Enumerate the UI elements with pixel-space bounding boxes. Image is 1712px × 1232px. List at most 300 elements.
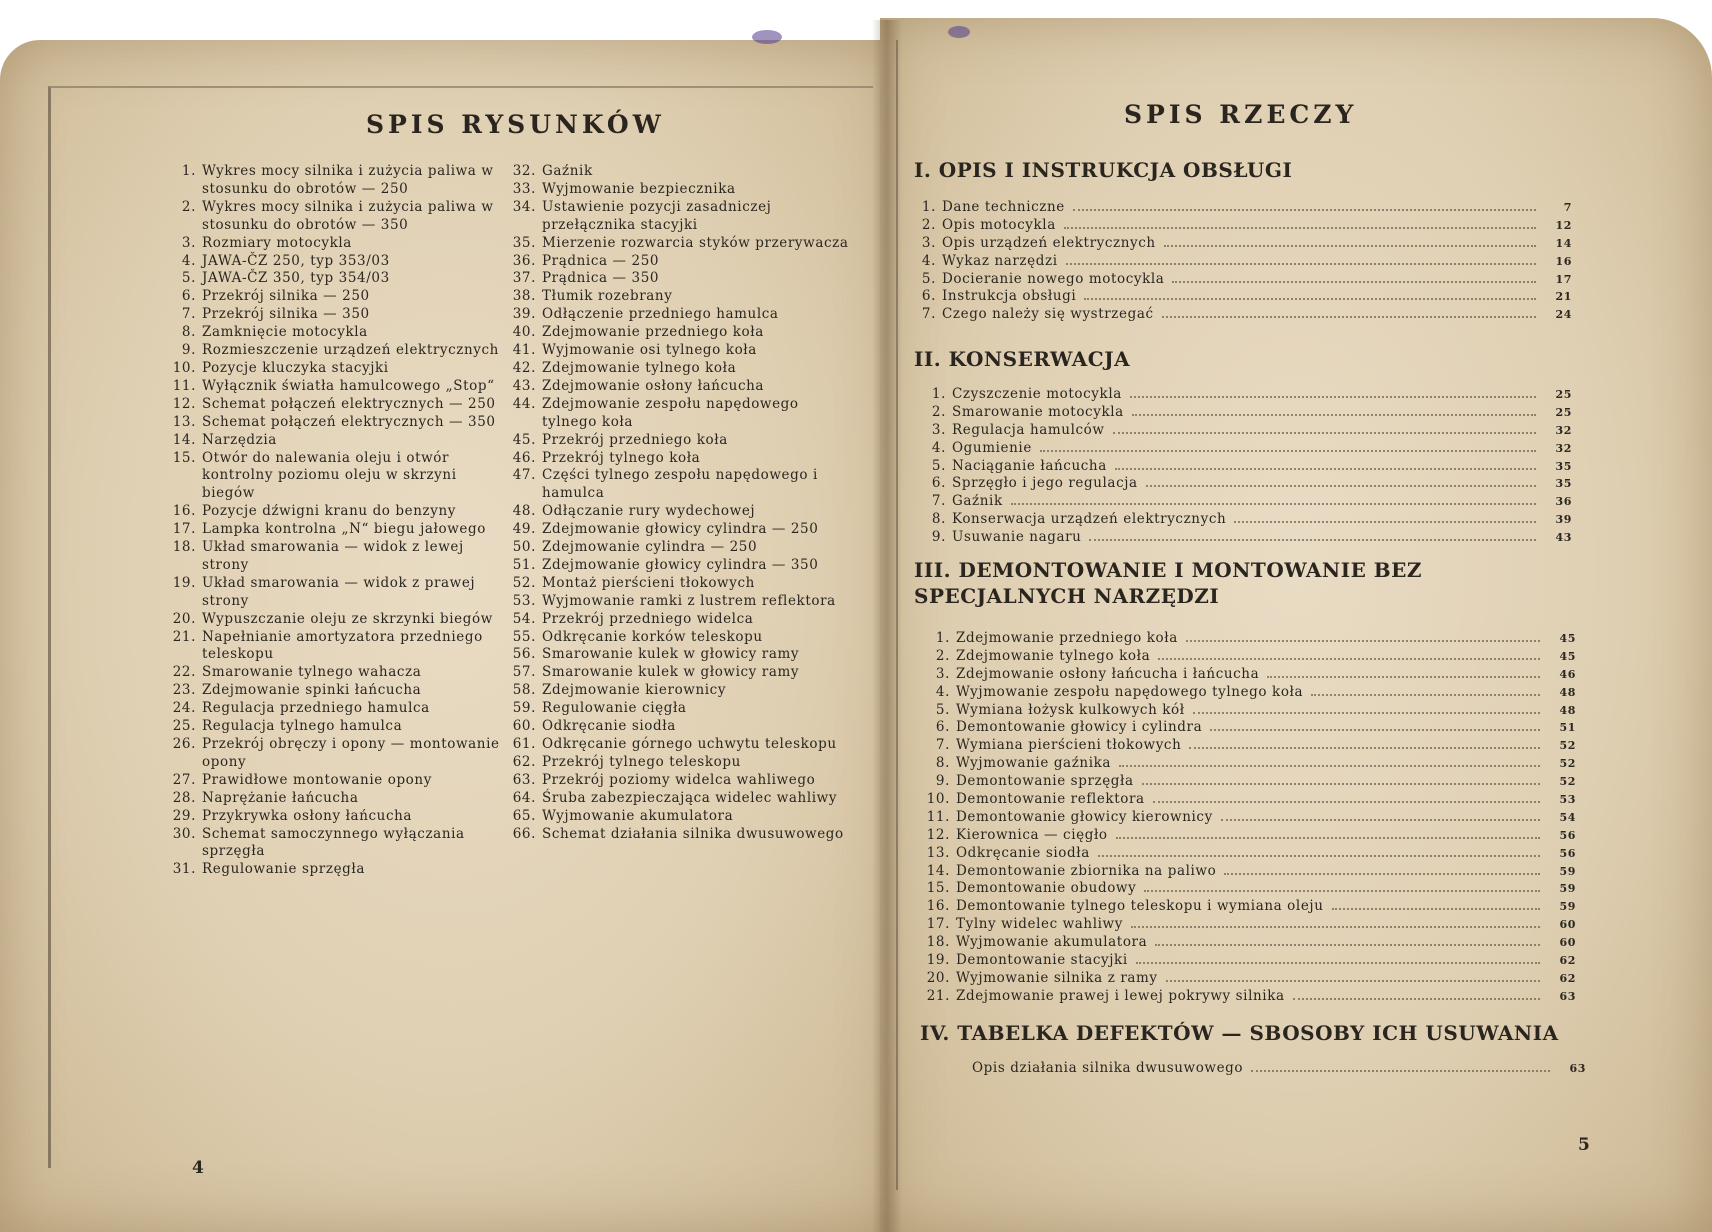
toc-entry [922,440,1572,458]
figure-list-item [172,324,502,342]
toc-entry-title: Opis urządzeń elektrycznych [942,234,1156,251]
figure-caption: Smarowanie kulek w głowicy ramy [542,646,800,663]
figure-number: 41. [512,342,536,359]
toc-entry-page: 63 [1569,1062,1586,1075]
toc-entry-title: Demontowanie obudowy [956,880,1137,897]
toc-entry-number: 4. [935,683,950,700]
toc-entry-title: Zdejmowanie tylnego koła [956,647,1151,664]
figure-caption: Schemat samoczynnego wyłączania sprzęgła [202,825,465,860]
toc-entry-number: 7. [935,737,950,754]
toc-entry-page: 24 [1555,308,1572,322]
figure-list-item [512,199,852,235]
toc-entry-title: Odkręcanie siodła [956,844,1090,861]
toc-entry [926,916,1576,934]
figure-list-item [172,664,502,682]
dot-leader [1155,944,1540,946]
toc-entry-page: 25 [1555,388,1572,401]
figure-caption: Regulowanie sprzęgła [202,861,366,878]
toc-entry [912,271,1572,289]
toc-entry-number: 2. [921,216,936,233]
figure-caption: Odkręcanie górnego uchwytu teleskopu [542,736,837,752]
dot-leader [1224,873,1540,875]
figure-list-item [512,467,852,503]
figure-caption: Zdejmowanie tylnego koła [542,359,737,376]
toc-entry [966,1060,1586,1078]
right-page-heading: SPIS RZECZY [1124,100,1358,129]
figure-caption: Śruba zabezpieczająca widelec wahliwy [542,789,838,806]
toc-entry-title: Wymiana łożysk kulkowych kół [956,701,1185,718]
toc-entry-page: 63 [1559,989,1576,1003]
figure-list-item [512,772,852,790]
toc-entry [912,253,1572,271]
figure-caption: Narzędzia [202,431,277,448]
figure-caption: Przekrój tylnego teleskopu [542,753,741,770]
toc-entry-page: 14 [1555,236,1572,250]
toc-entry-title: Instrukcja obsługi [942,288,1077,305]
figure-number: 51. [512,556,536,573]
toc-entry-page: 59 [1559,882,1576,896]
figure-list-item [512,378,852,396]
figure-list-item [172,736,502,772]
section-title: III. DEMONTOWANIE I MONTOWANIE BEZ SPECJALNYCH NARZĘDZI [914,558,1423,608]
toc-entry-title: Demontowanie głowicy i cylindra [956,719,1203,736]
toc-entry [926,845,1576,863]
figure-list-item [172,700,502,718]
toc-entry-title: Wymiana pierścieni tłokowych [956,737,1182,754]
figure-number: 26. [172,736,196,752]
figure-list-item [512,450,852,468]
figure-caption: Układ smarowania — widok z prawej strony [202,574,476,609]
toc-entry-number: 5. [935,701,950,718]
toc-entry [922,386,1572,404]
dot-leader [1193,712,1540,714]
toc-entry-page: 56 [1559,828,1576,842]
dot-leader [1073,209,1536,211]
toc-entry-title: Kierownica — cięgło [956,826,1108,843]
toc-entry-title: Regulacja hamulców [952,421,1105,438]
figure-number: 17. [172,521,196,538]
figure-number: 6. [181,288,196,305]
figure-caption: Rozmieszczenie urządzeń elektrycznych [202,342,499,359]
toc-entry-title: Konserwacja urządzeń elektrycznych [952,511,1227,528]
dot-leader [1186,640,1540,642]
figure-caption: Przekrój przedniego widelca [542,610,754,627]
figure-caption: Lampka kontrolna „N“ biegu jałowego [202,521,486,538]
toc-entry-number: 18. [926,934,950,951]
figure-caption: Prawidłowe montowanie opony [202,771,432,788]
figure-caption: Zdejmowanie kierownicy [542,682,727,699]
figure-number: 8. [181,324,196,341]
toc-entry [926,898,1576,916]
figure-number: 40. [512,324,536,341]
figure-number: 32. [512,163,536,179]
toc-entry [912,199,1572,217]
figure-list-item [512,163,852,181]
dot-leader [1251,1070,1550,1072]
toc-entry-number: 12. [926,826,950,843]
toc-entry-title: Demontowanie stacyjki [956,952,1128,969]
dot-leader [1066,263,1536,265]
figure-caption: Zdejmowanie przedniego koła [542,324,764,341]
figure-caption: Odkręcanie siodła [542,718,676,735]
dot-leader [1116,837,1540,839]
toc-entry-page: 52 [1559,775,1576,789]
figure-caption: Smarowanie tylnego wahacza [202,664,422,681]
figure-number: 42. [512,359,536,376]
figure-number: 59. [512,700,536,717]
dot-leader [1098,855,1540,857]
toc-entry [926,737,1576,755]
toc-entry-number: 16. [926,898,950,915]
toc-entry-number: 6. [931,475,946,492]
toc-entry [926,809,1576,827]
toc-entry [922,475,1572,493]
figure-caption: Zdejmowanie cylindra — 250 [542,539,758,556]
figure-list-item [172,682,502,700]
figure-caption: Zdejmowanie głowicy cylindra — 250 [542,521,819,538]
dot-leader [1311,694,1540,696]
toc-entry-page: 16 [1555,254,1572,268]
toc-entry-title: Wyjmowanie akumulatora [956,934,1148,951]
figure-list-item [172,772,502,790]
toc-entry [926,952,1576,970]
figure-number: 44. [512,395,536,412]
right-page-frame [896,40,898,1190]
figure-caption: Części tylnego zespołu napędowego i hamulca [542,467,818,502]
figure-caption: Otwór do nalewania oleju i otwór kontrolny poziomu oleju w skrzyni biegów [202,449,457,502]
toc-entry [912,306,1572,324]
toc-entry-page: 32 [1555,423,1572,437]
dot-leader [1189,747,1540,749]
toc-entry-title: Opis motocykla [942,216,1056,233]
figure-list-item [512,253,852,271]
toc-entry-page: 43 [1555,531,1572,545]
toc-entry-number: 10. [926,791,950,808]
toc-entry-page: 48 [1559,703,1576,717]
figure-caption: Smarowanie kulek w głowicy ramy [542,664,800,681]
figure-number: 2. [181,198,196,215]
figure-caption: Tłumik rozebrany [542,288,673,305]
figure-number: 65. [512,807,536,824]
toc-entry-page: 60 [1559,918,1576,932]
figure-number: 50. [512,539,536,556]
figure-list-item [512,306,852,324]
figure-number: 36. [512,252,536,269]
toc-entry-number: 19. [926,952,950,969]
figure-caption: Regulacja tylnego hamulca [202,718,403,735]
figure-number: 19. [172,574,196,591]
toc-entry-number: 1. [931,386,946,402]
figure-list-item [172,235,502,253]
figure-list-item [172,521,502,539]
figure-number: 29. [172,807,196,824]
figure-number: 13. [172,413,196,430]
figure-caption: Ustawienie pozycji zasadniczej przełącznika stacyjki [542,198,772,233]
dot-leader [1164,245,1536,247]
figure-caption: Gaźnik [542,163,593,179]
figure-number: 11. [172,377,196,394]
figure-number: 53. [512,592,536,609]
toc-entry-number: 8. [935,755,950,772]
figure-list-item [172,288,502,306]
dot-leader [1132,414,1536,416]
figure-caption: Mierzenie rozwarcia styków przerywacza [542,234,849,251]
figure-list-item [512,629,852,647]
figure-number: 52. [512,574,536,591]
figure-list-item [512,360,852,378]
toc-entry [926,648,1576,666]
toc-entry-number: 14. [926,862,950,879]
figure-caption: Montaż pierścieni tłokowych [542,574,755,591]
figure-number: 4. [181,252,196,269]
figure-caption: Napełnianie amortyzatora przedniego teleskopu [202,628,483,663]
figure-caption: Pozycje dźwigni kranu do benzyny [202,503,457,520]
dot-leader [1144,890,1540,892]
figure-list-item [172,611,502,629]
toc-entry-page: 45 [1559,632,1576,645]
figure-caption: Wypuszczanie oleju ze skrzynki biegów [202,610,493,627]
toc-entry-page: 48 [1559,685,1576,699]
figure-list-item [512,700,852,718]
figure-list-item [512,718,852,736]
figure-caption: Układ smarowania — widok z lewej strony [202,539,464,573]
toc-entry-number: 6. [935,719,950,736]
figure-number: 21. [172,628,196,645]
toc-entry-number: 20. [926,969,950,986]
figure-caption: Schemat połączeń elektrycznych — 250 [202,395,496,412]
figure-number: 22. [172,664,196,681]
figure-number: 18. [172,539,196,556]
figure-caption: Wykres mocy silnika i zużycia paliwa w stosunku do obrotów — 350 [202,198,494,233]
toc-entry-title: Demontowanie głowicy kierownicy [956,808,1213,825]
toc-entry [912,217,1572,235]
toc-entry [926,719,1576,737]
toc-entry-page: 62 [1559,954,1576,968]
figure-caption: Przekrój obręczy i opony — montowanie opony [202,736,500,770]
ink-stain [948,26,970,38]
figure-number: 63. [512,771,536,788]
figure-list-item [172,360,502,378]
figure-caption: Regulacja przedniego hamulca [202,700,430,717]
toc-entry-title: Naciąganie łańcucha [952,457,1107,474]
figure-list-column-2 [512,163,852,843]
toc-entry [922,511,1572,529]
toc-entry-page: 54 [1559,810,1576,824]
figure-list-item [172,450,502,504]
toc-entry-title: Wyjmowanie zespołu napędowego tylnego koła [956,683,1304,700]
dot-leader [1158,658,1540,660]
figure-list-item [512,396,852,432]
figure-caption: Odkręcanie korków teleskopu [542,628,763,645]
figure-number: 46. [512,449,536,466]
dot-leader [1113,432,1536,434]
figure-number: 55. [512,628,536,645]
dot-leader [1119,765,1540,767]
figure-number: 9. [181,342,196,359]
toc-entry-page: 45 [1559,649,1576,663]
dot-leader [1040,450,1536,452]
figure-caption: Przekrój tylnego koła [542,449,701,466]
figure-list-item [172,270,502,288]
toc-entry [922,404,1572,422]
figure-list-item [172,790,502,808]
toc-entry [926,934,1576,952]
toc-entry-page: 59 [1559,900,1576,914]
toc-entry [926,666,1576,684]
toc-entry [926,988,1576,1006]
toc-entry-title: Demontowanie sprzęgła [956,773,1134,790]
figure-number: 12. [172,395,196,412]
dot-leader [1064,227,1536,229]
figure-list-item [512,503,852,521]
toc-entry [926,755,1576,773]
toc-entry-title: Zdejmowanie osłony łańcucha i łańcucha [956,665,1260,682]
toc-entry-page: 52 [1559,739,1576,753]
figure-number: 66. [512,825,536,842]
figure-caption: Przekrój silnika — 250 [202,288,370,305]
toc-entry [922,493,1572,511]
figure-number: 35. [512,234,536,251]
figure-caption: Prądnica — 350 [542,270,660,287]
toc-entry-page: 12 [1555,218,1572,232]
figure-number: 34. [512,198,536,215]
figure-number: 49. [512,521,536,538]
figure-caption: Pozycje kluczyka stacyjki [202,359,389,376]
toc-entry [926,791,1576,809]
figure-list-item [172,396,502,414]
dot-leader [1089,539,1536,541]
toc-entry-number: 11. [926,808,950,825]
toc-entry-title: Zdejmowanie przedniego koła [956,630,1178,646]
figure-number: 60. [512,718,536,735]
section-title: II. KONSERWACJA [914,347,1131,371]
figure-number: 64. [512,789,536,806]
toc-entry-title: Docieranie nowego motocykla [942,270,1165,287]
figure-caption: Wyjmowanie osi tylnego koła [542,342,757,359]
figure-number: 47. [512,467,536,484]
section-title: I. OPIS I INSTRUKCJA OBSŁUGI [914,158,1293,182]
figure-number: 37. [512,270,536,287]
right-page-number: 5 [1578,1135,1590,1155]
toc-entry-title: Sprzęgło i jego regulacja [952,475,1138,492]
figure-list-item [512,539,852,557]
dot-leader [1221,819,1540,821]
toc-entry-title: Wyjmowanie gaźnika [956,755,1112,772]
toc-entry [922,422,1572,440]
toc-entry-page: 17 [1555,272,1572,286]
toc-entry-page: 25 [1555,405,1572,419]
figure-list-column-1 [172,163,502,879]
figure-number: 10. [172,359,196,376]
figure-caption: Wyjmowanie bezpiecznika [542,180,736,197]
figure-number: 54. [512,610,536,627]
figure-list-item [512,593,852,611]
dot-leader [1146,485,1536,487]
toc-entry-title: Ogumienie [952,439,1032,456]
figure-number: 38. [512,288,536,305]
toc-entry-number: 2. [935,647,950,664]
dot-leader [1293,998,1540,1000]
figure-list-item [172,629,502,665]
figure-caption: Wyłącznik światła hamulcowego „Stop“ [202,377,495,394]
figure-list-item [512,754,852,772]
dot-leader [1153,801,1540,803]
toc-entry-title: Czyszczenie motocykla [952,386,1122,402]
figure-list-item [512,324,852,342]
figure-number: 16. [172,503,196,520]
figure-number: 30. [172,825,196,842]
toc-entry-page: 59 [1559,864,1576,878]
figure-number: 28. [172,789,196,806]
toc-entry [926,970,1576,988]
figure-number: 5. [181,270,196,287]
toc-entry-page: 46 [1559,667,1576,681]
figure-list-item [172,163,502,199]
figure-list-item [512,664,852,682]
figure-number: 3. [181,234,196,251]
figure-list-item [512,557,852,575]
figure-caption: Prądnica — 250 [542,252,660,269]
toc-entry-page: 21 [1555,290,1572,304]
figure-number: 1. [181,163,196,179]
figure-list-item [512,181,852,199]
figure-list-item [512,790,852,808]
toc-entry-number: 5. [931,457,946,474]
toc-entry [926,773,1576,791]
figure-list-item [172,539,502,575]
figure-caption: Zamknięcie motocykla [202,324,368,341]
figure-caption: Zdejmowanie głowicy cylindra — 350 [542,556,819,573]
figure-list-item [172,342,502,360]
dot-leader [1162,316,1536,318]
toc-entry-number: 21. [926,987,950,1004]
figure-caption: Odłączanie rury wydechowej [542,503,756,520]
toc-entry [922,458,1572,476]
toc-entry-number: 7. [931,493,946,510]
figure-caption: Naprężanie łańcucha [202,789,359,806]
figure-list-item [172,826,502,862]
section-items [966,1060,1586,1078]
figure-list-item [172,718,502,736]
toc-entry-number: 4. [931,439,946,456]
figure-number: 31. [172,861,196,878]
toc-entry [926,702,1576,720]
figure-number: 62. [512,753,536,770]
toc-entry-number: 3. [935,665,950,682]
figure-number: 27. [172,771,196,788]
dot-leader [1332,908,1541,910]
figure-list-item [512,575,852,593]
figure-number: 57. [512,664,536,681]
toc-entry-number: 8. [931,511,946,528]
figure-list-item [172,503,502,521]
figure-list-item [512,270,852,288]
toc-entry-title: Wyjmowanie silnika z ramy [956,969,1158,986]
figure-caption: Zdejmowanie spinki łańcucha [202,682,422,699]
figure-list-item [172,253,502,271]
toc-entry-page: 60 [1559,936,1576,950]
dot-leader [1115,468,1536,470]
dot-leader [1011,503,1536,505]
toc-entry [912,288,1572,306]
toc-entry-title: Demontowanie tylnego teleskopu i wymiana oleju [956,898,1324,915]
dot-leader [1130,396,1536,398]
toc-entry-number: 4. [921,252,936,269]
dot-leader [1136,962,1540,964]
toc-entry-number: 15. [926,880,950,897]
section-items [926,630,1576,1006]
figure-number: 15. [172,449,196,466]
